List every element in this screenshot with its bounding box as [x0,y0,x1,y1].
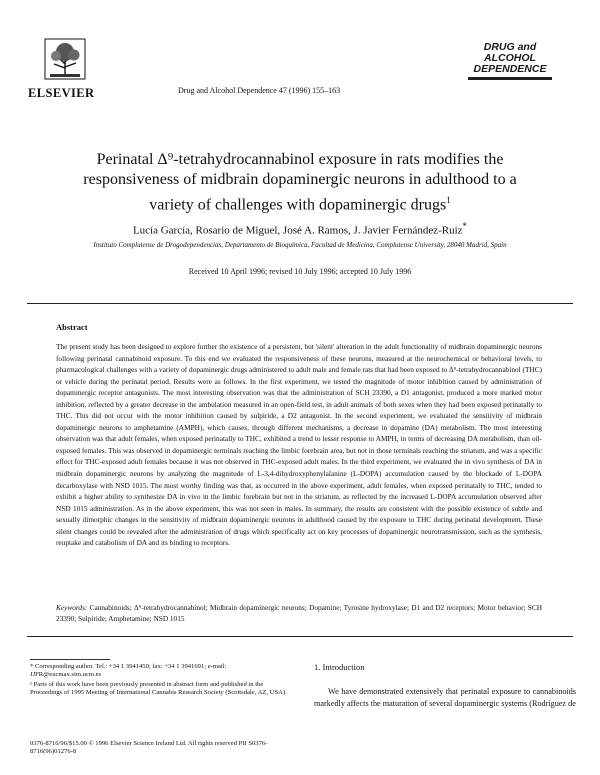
keywords-text: Cannabinoids; Δ⁹-tetrahydrocannabinol; Midbrain dopaminergic neurons; Dopamine; Tyrosine hydroxylase; D1 and D2 receptors; Motor behavior; SCH 23390; Sulpiride; Amphetamine; NSD 1015 [56,603,542,623]
abstract-text: The present study has been designed to explore further the existence of a persistent, but 'silent' alteration in the adult functionality of midbrain dopaminergic neurons following perinatal cannabinoid exposure. To this end we evaluated the responsiveness of these neurons, measured at the neurochemical or behavioral levels, to pharmacological challenges with a variety of dopaminergic drugs administered to adult male and female rats that had been exposed to Δ⁹-tetrahydrocannabinol (THC) or vehicle during the perinatal period. Results were as follows. In the first experiment, we tested the magnitude of motor inhibition caused by administration of dopaminergic receptor antagonists. The most interesting observation was that the administration of SCH 23390, a D1 antagonist, produced a more marked motor inhibition, reflected by a greater decrease in the ambulation measured in an open-field test, in adult animals of both sexes when they had been exposed perinatally to THC. This did not occur with the motor inhibition caused by sulpiride, a D2 antagonist. In the second experiment, we evaluated the sensitivity of midbrain dopaminergic neurons to amphetamine (AMPH), which causes, through different mechanisms, a decrease in dopamine (DA) metabolism. The most interesting observation was that adult females, when exposed perinatally to THC, exhibited a trend to lesser response to AMPH, in terms of decreasing DA metabolism, than oil-exposed females. This was observed in dopaminergic terminals reaching the limbic forebrain area, but not in those terminals reaching the striatum, and was a specific effect for THC-exposed adult females because it was not observed in THC-exposed adult males. In the third experiment, we evaluated the in vivo synthesis of DA in midbrain dopaminergic neurons by analyzing the magnitude of L-3,4-dihydroxyphenylalanine (L-DOPA) accumulation caused by the blockade of L-DOPA decarboxylase with NSD 1015. The most worthy finding was that, as occurred in the above experiment, adult females, when exposed perinatally to THC, tended to exhibit a higher ability to synthesize DA in vivo in the limbic forebrain but not in the striatum, as reflected by the increased L-DOPA accumulation observed after NSD 1015 administration. As in the above experiment, this was not seen in males. In summary, the results are consistent with the possible existence of subtle and sexually dimorphic changes in the sensitivity of midbrain dopaminergic neurons in adulthood caused by the exposure to THC during perinatal development. These silent changes could be revealed after the administration of drugs which specifically act on key processes of dopaminergic neurotransmission, such as the synthesis, reuptake and catabolism of DA and its binding to receptors. [56,342,542,548]
elsevier-tree-logo-icon [44,38,86,80]
introduction-heading: 1. Introduction [314,662,365,672]
article-title-text: Perinatal Δ⁹-tetrahydrocannabinol exposure in rats modifies the responsiveness of midbrain dopaminergic neurons in adulthood to a variety of challenges with dopaminergic drugs [83,151,517,214]
introduction-text: We have demonstrated extensively that perinatal exposure to cannabinoids markedly affects the maturation of several dopaminergic systems (Rodríguez de [314,687,576,708]
journal-logo-line-1: DRUG and [483,41,537,53]
bottom-divider [27,636,573,637]
keywords [56,602,542,624]
corresponding-author-mark: * [462,221,468,231]
corresponding-author-footnote: * Corresponding author. Tel.: +34 1 3941450; fax: +34 1 3941691; e-mail: JJFR@eucmax.sim.ucm.es [30,663,227,679]
journal-citation: Drug and Alcohol Dependence 47 (1996) 155–163 [178,86,341,95]
keywords-label: Keywords: [56,603,88,612]
title-footnote-mark: 1 [446,195,451,205]
article-title [60,150,540,215]
footnotes [30,663,288,699]
journal-logo-line-2: ALCOHOL [484,52,536,64]
received-dates: Received 10 April 1996; revised 10 July 1996; accepted 10 July 1996 [188,267,412,276]
author-affiliation: Instituto Complutense de Drogodependencias, Departamento de Bioquímica, Facultad de Medicina, Complutense University, 28040 Madrid, Spain [93,241,507,249]
issn-copyright: 0376-8716/96/$15.00 © 1996 Elsevier Science Ireland Ltd. All rights reserved PII S0376-8716(96)01276-8 [30,740,268,756]
footnote-rule [30,659,110,660]
publisher-name: ELSEVIER [28,86,95,100]
author-list [40,221,560,237]
abstract-heading: Abstract [56,322,88,332]
journal-logo-line-3: DEPENDENCE [473,63,547,75]
top-divider [27,303,573,304]
journal-logo [462,42,558,83]
authors-text: Lucía García, Rosario de Miguel, José A. Ramos, J. Javier Fernández-Ruiz [132,224,463,237]
journal-logo-bar [468,77,552,80]
presentation-footnote: ¹ Parts of this work have been previously presented in abstract form and published in the Proceedings of 1995 Meeting of International Cannabis Research Society (Scottsdale, AZ, USA). [30,680,287,697]
